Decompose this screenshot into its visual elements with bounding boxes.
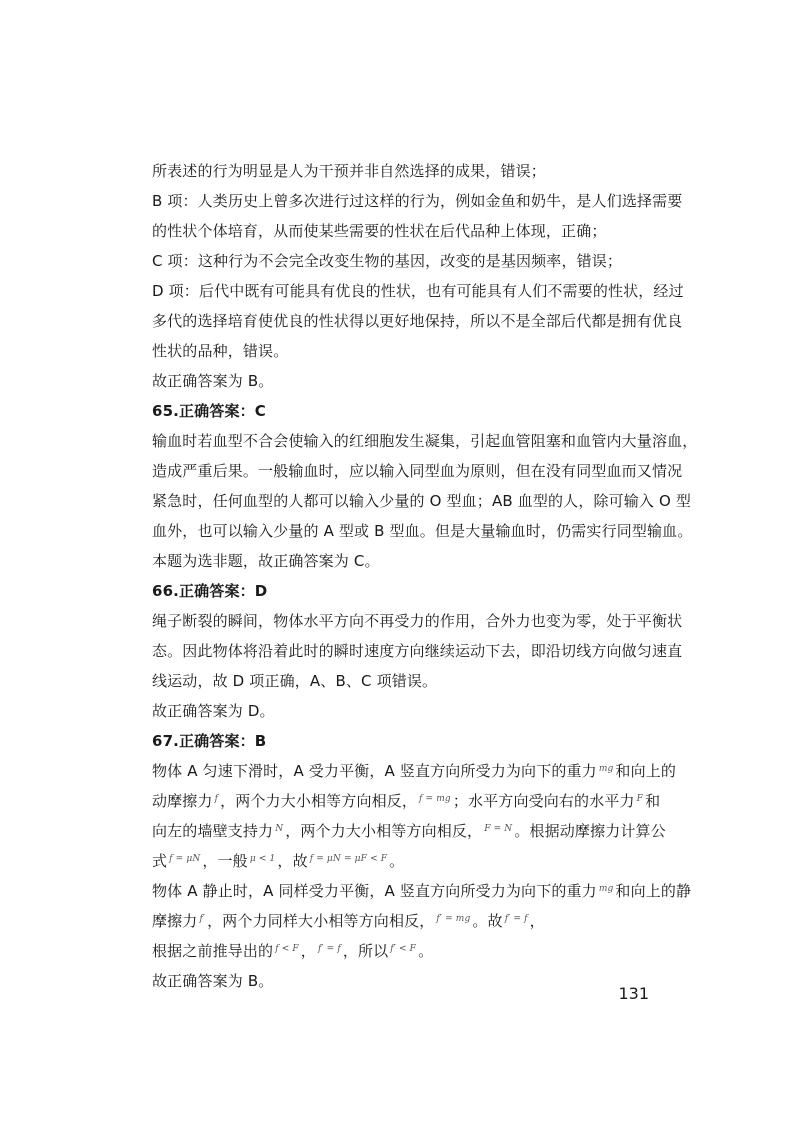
formula-friction: f = μN [169,854,201,864]
paragraph-line: 动摩擦力 $^f$ ，两个力大小相等方向相反， $^{f = mg}$ ；水平方向受向右的水平力 $^F$ 和 [152,792,661,810]
answer-line: 故正确答案为 B。 [152,972,274,990]
formula-F-eq-N: F = N [484,824,513,834]
option-b-line: B 项：人类历史上曾多次进行过这样的行为，例如金鱼和奶牛，是人们选择需要 [152,192,683,210]
paragraph-line: 物体 A 匀速下滑时，A 受力平衡，A 竖直方向所受力为向下的重力 $^{mg}$ 和向上的 [152,762,677,780]
paragraph-line: 紧急时，任何血型的人都可以输入少量的 O 型血；AB 血型的人，除可输入 O 型 [152,492,692,510]
formula-f: f [214,794,219,804]
paragraph-line: 向左的墙壁支持力 $^N$ ，两个力大小相等方向相反， $^{F = N}$ 。根据动摩擦力计算公 [152,822,666,840]
formula-f-prime-eq-mg: f′ = mg [436,914,471,924]
answer-line: 故正确答案为 D。 [152,702,275,720]
formula-f-lt-F: f = μN = μF < F [309,854,388,864]
paragraph-line: 的性状个体培育，从而使某些需要的性状在后代品种上体现，正确； [152,222,607,240]
paragraph-line: 血外，也可以输入少量的 A 型或 B 型血。但是大量输血时，仍需实行同型输血。 [152,522,693,540]
formula-mg: mg [598,884,614,894]
paragraph-line: 式 $^{f = \mu N}$ ，一般 $^{\mu < 1}$ ，故 $^{f = \mu N = \mu F < F}$ 。 [152,852,405,870]
formula-f-lt-F: f < F [275,944,299,954]
question-66-heading: 66.正确答案：D [152,582,268,600]
formula-f-prime-lt-F: f′ < F [390,944,417,954]
paragraph-line: 输血时若血型不合会使输入的红细胞发生凝集，引起血管阻塞和血管内大量溶血， [152,432,698,450]
question-67-heading: 67.正确答案：B [152,732,267,750]
option-d-line: D 项：后代中既有可能具有优良的性状，也有可能具有人们不需要的性状，经过 [152,282,684,300]
formula-f-prime-eq-f: f′ = f [317,944,341,954]
answer-line: 故正确答案为 B。 [152,372,274,390]
option-c-line: C 项：这种行为不会完全改变生物的基因，改变的是基因频率，错误； [152,252,623,270]
paragraph-line: 线运动，故 D 项正确，A、B、C 项错误。 [152,672,438,690]
paragraph-line: 多代的选择培育使优良的性状得以更好地保持，所以不是全部后代都是拥有优良 [152,312,683,330]
formula-f-prime-eq-f: f′ = f [504,914,528,924]
paragraph-line: 摩擦力 $^{f'}$ ，两个力同样大小相等方向相反， $^{f' = mg}$ 。故 $^{f' = f}$ ， [152,912,545,930]
paragraph-line: 根据之前推导出的 $^{f < F}$ ， $^{f' = f}$ ，所以 $^{f' < F}$ 。 [152,942,434,960]
formula-f-eq-mg: f = mg [419,794,451,804]
paragraph-line: 造成严重后果。一般输血时，应以输入同型血为原则，但在没有同型血而又情况 [152,462,683,480]
formula-mg: mg [598,764,614,774]
formula-f-prime: f′ [199,914,206,924]
formula-F: F [636,794,644,804]
paragraph-line: 绳子断裂的瞬间，物体水平方向不再受力的作用，合外力也变为零，处于平衡状 [152,612,683,630]
paragraph-line: 态。因此物体将沿着此时的瞬时速度方向继续运动下去，即沿切线方向做匀速直 [152,642,683,660]
paragraph-line: 所表述的行为明显是人为干预并非自然选择的成果，错误； [152,162,546,180]
answer-line: 本题为选非题，故正确答案为 C。 [152,552,380,570]
document-body [152,156,698,996]
question-65-heading: 65.正确答案：C [152,402,266,420]
paragraph-line: 物体 A 静止时，A 同样受力平衡，A 竖直方向所受力为向下的重力 $^{mg}$ 和向上的静 [152,882,692,900]
formula-mu-lt-1: μ < 1 [249,854,276,864]
page-number: 131 [618,984,649,1003]
paragraph-line: 性状的品种，错误。 [152,342,289,360]
formula-N: N [275,824,284,834]
